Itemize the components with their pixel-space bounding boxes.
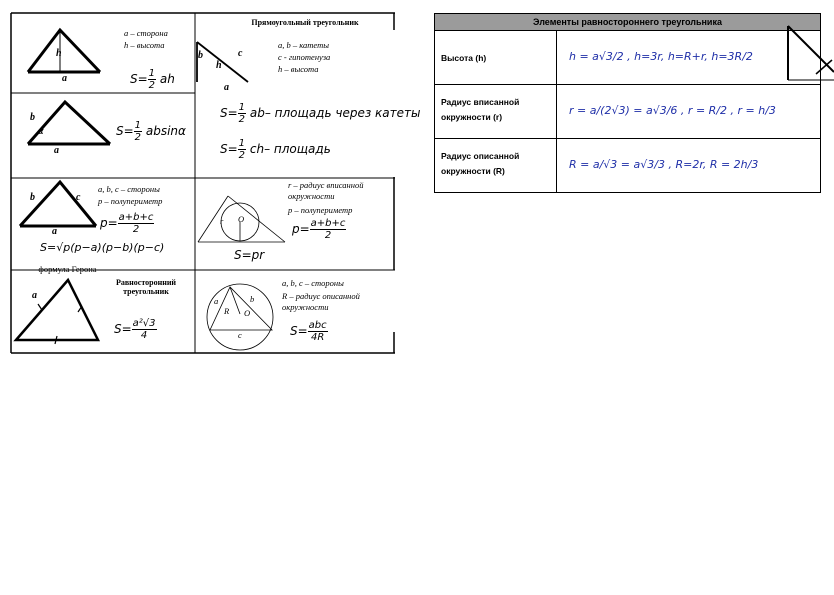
- desc-semiperimeter: p – полупериметр: [288, 205, 353, 215]
- formula-tail: ab– площадь через катеты: [249, 106, 421, 120]
- height-formula: h = a√3/2 , h=3r, h=R+r, h=3R/2: [569, 50, 753, 63]
- denominator: 2: [238, 150, 246, 161]
- label-h: h: [216, 60, 222, 71]
- label-a: a: [54, 145, 59, 156]
- formula-lhs: p=: [292, 222, 310, 236]
- heron-note: – формула Герона: [32, 264, 97, 274]
- desc-circumradius: R – радиус описанной окружности: [282, 291, 360, 312]
- desc-sides: a, b, c – стороны: [282, 278, 344, 288]
- denominator: 4: [140, 330, 148, 341]
- formula-lhs: S=: [290, 324, 308, 338]
- equilateral-elements-table: [434, 13, 821, 193]
- label-a: a: [52, 226, 57, 237]
- fraction: [118, 212, 155, 235]
- label-a: a: [214, 296, 219, 306]
- denominator: 2: [238, 114, 246, 125]
- area-formula-equilateral: [114, 318, 157, 341]
- denominator: 2: [324, 230, 332, 241]
- numerator: 1: [238, 102, 246, 113]
- label-b: b: [30, 112, 35, 123]
- row-label: Высота (h): [441, 53, 487, 63]
- fraction: [238, 102, 246, 125]
- label-a: a: [32, 290, 37, 301]
- formula-lhs: S=: [220, 142, 238, 156]
- semiperimeter-formula: [100, 212, 154, 235]
- formula-sheet: [10, 12, 421, 355]
- table-title: Элементы равностороннего треугольника: [435, 14, 820, 31]
- fraction: [134, 120, 142, 143]
- area-formula-sin: [116, 120, 186, 143]
- desc-sides: a, b, c – стороны: [98, 184, 160, 194]
- numerator: 1: [148, 68, 156, 79]
- cropped-triangle-icon: [786, 24, 834, 82]
- heron-formula: S=√p(p−a)(p−b)(p−c): [40, 241, 165, 254]
- label-a: a: [224, 82, 229, 93]
- label-c: c: [238, 330, 242, 340]
- label-h: h: [56, 48, 62, 59]
- desc-height: h – высота: [278, 64, 319, 74]
- denominator: 2: [134, 132, 142, 143]
- numerator: 1: [238, 138, 246, 149]
- formula-lhs: S=: [130, 72, 148, 86]
- formula-lhs: p=: [100, 216, 118, 230]
- formula-lhs: S=: [220, 106, 238, 120]
- label-a: a: [62, 73, 67, 84]
- numerator: 1: [134, 120, 142, 131]
- fraction: [310, 218, 347, 241]
- equilateral-triangle-icon: [16, 280, 98, 344]
- denominator: 2: [148, 80, 156, 91]
- semiperimeter-formula: [292, 218, 346, 241]
- label-c: c: [238, 48, 243, 59]
- label-b: b: [30, 192, 35, 203]
- formula-tail: ah: [159, 72, 175, 86]
- formula-tail: absinα: [145, 124, 186, 138]
- fraction: [238, 138, 246, 161]
- fraction: [148, 68, 156, 91]
- area-formula-hyp: [220, 138, 331, 161]
- formula-lhs: S=: [116, 124, 134, 138]
- desc-hypotenuse: c - гипотенуза: [278, 52, 331, 62]
- numerator: a+b+c: [118, 212, 154, 223]
- label-alpha: α: [38, 126, 44, 137]
- label-o: O: [238, 214, 245, 224]
- numerator: abc: [308, 320, 327, 331]
- area-formula-circumradius: [290, 320, 328, 343]
- row-label: Радиус вписанной окружности (r): [441, 97, 520, 122]
- label-b: b: [198, 50, 203, 61]
- numerator: a+b+c: [310, 218, 346, 229]
- denominator: 2: [132, 224, 140, 235]
- numerator: a²√3: [132, 318, 156, 329]
- desc-side: a – сторона: [124, 28, 168, 38]
- triangle-height-icon: [28, 30, 100, 72]
- triangle-angle-icon: [28, 102, 110, 144]
- area-formula-ah: [130, 68, 175, 91]
- desc-legs: a, b – катеты: [278, 40, 329, 50]
- label-b: b: [250, 294, 255, 304]
- inradius-formula: r = a/(2√3) = a√3/6 , r = R/2 , r = h/3: [569, 104, 776, 117]
- triangle-heron-icon: [20, 182, 96, 226]
- label-c: c: [76, 192, 81, 203]
- column-divider: [556, 31, 557, 192]
- area-formula-pr: S=pr: [234, 248, 265, 262]
- label-r: R: [224, 306, 230, 316]
- row-label: Радиус описанной окружности (R): [441, 151, 520, 176]
- desc-height: h – высота: [124, 40, 165, 50]
- equilateral-title: Равносторонний треугольник: [115, 278, 177, 296]
- denominator: 4R: [311, 332, 325, 343]
- label-r: r: [220, 216, 224, 226]
- label-o: O: [244, 308, 251, 318]
- formula-lhs: S=: [114, 322, 132, 336]
- desc-semiperimeter: p – полупериметр: [98, 196, 163, 206]
- fraction: [132, 318, 157, 341]
- area-formula-legs: [220, 102, 420, 125]
- fraction: [308, 320, 328, 343]
- desc-inradius: r – радиус вписанной окружности: [288, 180, 364, 201]
- circumradius-formula: R = a/√3 = a√3/3 , R=2r, R = 2h/3: [569, 158, 759, 171]
- right-triangle-title: Прямоугольный треугольник: [251, 18, 359, 27]
- formula-tail: ch– площадь: [249, 142, 331, 156]
